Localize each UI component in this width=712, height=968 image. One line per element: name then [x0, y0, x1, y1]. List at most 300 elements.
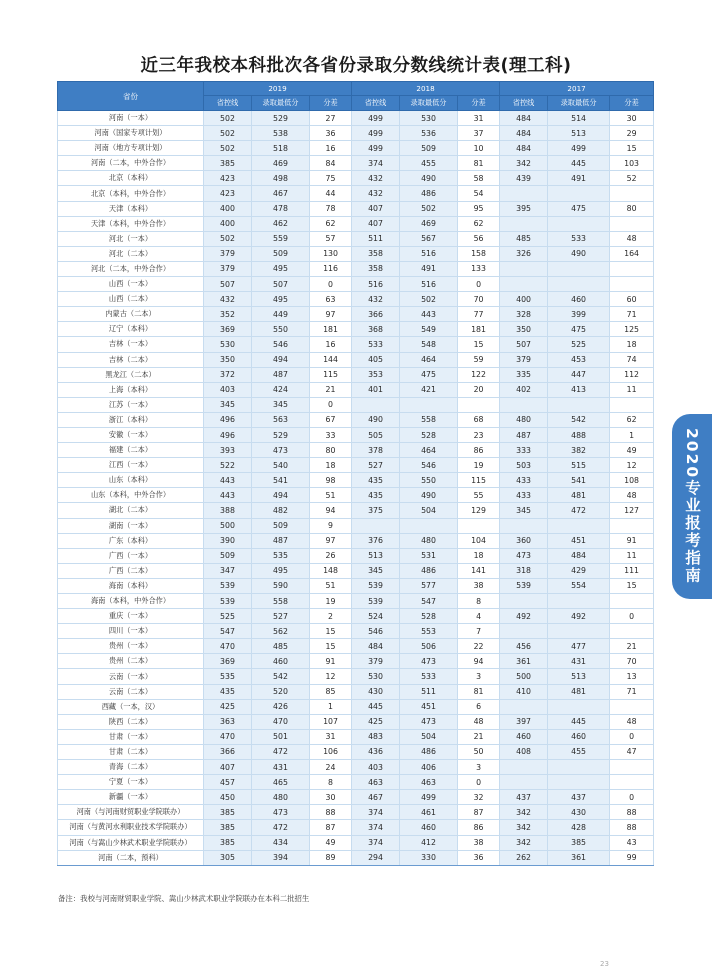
score-cell: 63 — [310, 292, 352, 307]
score-cell: 413 — [548, 382, 610, 397]
score-cell: 467 — [252, 186, 310, 201]
score-cell: 403 — [352, 760, 400, 775]
score-cell: 469 — [400, 216, 458, 231]
score-cell: 347 — [204, 563, 252, 578]
score-cell: 470 — [252, 714, 310, 729]
score-cell: 328 — [500, 307, 548, 322]
table-row — [58, 578, 654, 593]
score-cell: 505 — [352, 427, 400, 442]
score-cell: 463 — [400, 775, 458, 790]
score-cell: 429 — [548, 563, 610, 578]
score-cell: 89 — [310, 850, 352, 865]
score-cell: 375 — [352, 503, 400, 518]
score-cell — [548, 518, 610, 533]
score-cell: 546 — [400, 458, 458, 473]
score-cell: 88 — [310, 805, 352, 820]
score-cell: 0 — [310, 397, 352, 412]
province-cell: 内蒙古（二本） — [58, 307, 204, 322]
score-cell: 470 — [204, 639, 252, 654]
score-cell: 410 — [500, 684, 548, 699]
score-cell: 507 — [252, 277, 310, 292]
score-cell — [610, 775, 654, 790]
score-cell: 473 — [252, 805, 310, 820]
header-difference: 分差 — [458, 96, 500, 111]
score-cell: 527 — [352, 458, 400, 473]
score-cell: 80 — [610, 201, 654, 216]
table-row — [58, 277, 654, 292]
province-cell: 湖南（一本） — [58, 518, 204, 533]
score-cell: 480 — [400, 533, 458, 548]
score-cell: 75 — [310, 171, 352, 186]
score-cell: 507 — [204, 277, 252, 292]
score-cell: 470 — [204, 729, 252, 744]
score-cell: 480 — [500, 412, 548, 427]
score-cell: 412 — [400, 835, 458, 850]
score-cell: 529 — [252, 427, 310, 442]
score-cell: 539 — [500, 578, 548, 593]
score-cell: 60 — [610, 292, 654, 307]
province-cell: 甘肃（一本） — [58, 729, 204, 744]
score-cell: 494 — [252, 352, 310, 367]
score-cell: 407 — [352, 216, 400, 231]
score-cell: 457 — [204, 775, 252, 790]
header-year-2017: 2017 — [500, 82, 654, 96]
score-cell — [500, 699, 548, 714]
score-cell — [548, 216, 610, 231]
score-cell: 539 — [204, 594, 252, 609]
score-cell: 509 — [204, 548, 252, 563]
score-cell: 390 — [204, 533, 252, 548]
score-cell: 436 — [352, 744, 400, 759]
score-cell: 38 — [458, 578, 500, 593]
score-cell: 21 — [310, 382, 352, 397]
score-cell: 547 — [400, 594, 458, 609]
score-cell: 481 — [548, 684, 610, 699]
score-cell: 88 — [610, 805, 654, 820]
score-cell — [500, 594, 548, 609]
score-cell: 78 — [310, 201, 352, 216]
score-cell: 91 — [610, 533, 654, 548]
score-cell: 11 — [610, 548, 654, 563]
score-cell — [548, 186, 610, 201]
score-cell: 435 — [352, 488, 400, 503]
province-cell: 陕西（二本） — [58, 714, 204, 729]
province-cell: 福建（二本） — [58, 443, 204, 458]
score-cell: 12 — [610, 458, 654, 473]
score-cell: 507 — [500, 337, 548, 352]
score-cell: 382 — [548, 443, 610, 458]
score-cell: 21 — [458, 729, 500, 744]
score-cell: 425 — [204, 699, 252, 714]
score-cell: 499 — [400, 790, 458, 805]
score-cell: 539 — [352, 594, 400, 609]
province-cell: 宁夏（一本） — [58, 775, 204, 790]
score-cell: 4 — [458, 609, 500, 624]
score-cell: 81 — [458, 156, 500, 171]
score-cell — [500, 186, 548, 201]
score-cell: 542 — [548, 412, 610, 427]
score-cell: 345 — [352, 563, 400, 578]
province-cell: 云南（一本） — [58, 669, 204, 684]
province-cell: 河南（与嵩山少林武术职业学院联办） — [58, 835, 204, 850]
score-cell: 546 — [252, 337, 310, 352]
score-cell: 407 — [352, 201, 400, 216]
score-cell: 480 — [252, 790, 310, 805]
score-cell: 15 — [458, 337, 500, 352]
score-cell: 361 — [500, 654, 548, 669]
score-cell: 432 — [352, 292, 400, 307]
score-cell: 539 — [352, 578, 400, 593]
score-cell: 499 — [352, 126, 400, 141]
score-cell: 463 — [352, 775, 400, 790]
score-cell: 108 — [610, 473, 654, 488]
score-cell: 503 — [500, 458, 548, 473]
score-cell: 7 — [458, 624, 500, 639]
province-cell: 青海（二本） — [58, 760, 204, 775]
table-row — [58, 216, 654, 231]
score-cell: 518 — [252, 141, 310, 156]
table-row — [58, 820, 654, 835]
score-cell: 141 — [458, 563, 500, 578]
score-cell: 464 — [400, 443, 458, 458]
score-cell: 0 — [458, 277, 500, 292]
score-cell: 115 — [310, 367, 352, 382]
score-cell: 36 — [310, 126, 352, 141]
score-cell: 437 — [548, 790, 610, 805]
table-row — [58, 186, 654, 201]
table-row — [58, 427, 654, 442]
score-cell: 531 — [400, 548, 458, 563]
table-row — [58, 382, 654, 397]
score-cell: 181 — [310, 322, 352, 337]
score-cell: 107 — [310, 714, 352, 729]
score-cell: 385 — [204, 835, 252, 850]
score-cell: 546 — [352, 624, 400, 639]
province-cell: 吉林（二本） — [58, 352, 204, 367]
score-cell: 491 — [400, 261, 458, 276]
score-cell: 71 — [610, 307, 654, 322]
score-cell — [610, 624, 654, 639]
score-cell: 432 — [204, 292, 252, 307]
score-cell: 550 — [252, 322, 310, 337]
score-cell: 472 — [252, 820, 310, 835]
score-cell: 394 — [252, 850, 310, 865]
score-cell: 104 — [458, 533, 500, 548]
score-cell: 112 — [610, 367, 654, 382]
table-row — [58, 292, 654, 307]
score-cell: 379 — [352, 654, 400, 669]
province-cell: 河北（二本，中外合作） — [58, 261, 204, 276]
province-cell: 江苏（一本） — [58, 397, 204, 412]
header-control-line: 省控线 — [500, 96, 548, 111]
score-cell: 421 — [400, 382, 458, 397]
score-cell — [610, 216, 654, 231]
score-cell: 31 — [458, 111, 500, 126]
province-cell: 贵州（二本） — [58, 654, 204, 669]
score-cell: 47 — [610, 744, 654, 759]
score-cell: 352 — [204, 307, 252, 322]
score-cell: 97 — [310, 307, 352, 322]
score-cell: 0 — [458, 775, 500, 790]
score-cell: 49 — [610, 443, 654, 458]
header-min-score: 录取最低分 — [548, 96, 610, 111]
score-cell: 59 — [458, 352, 500, 367]
score-cell: 58 — [458, 171, 500, 186]
score-cell: 406 — [400, 760, 458, 775]
score-cell: 8 — [458, 594, 500, 609]
score-cell: 15 — [310, 624, 352, 639]
score-cell: 374 — [352, 820, 400, 835]
province-cell: 浙江（本科） — [58, 412, 204, 427]
score-cell: 15 — [610, 141, 654, 156]
score-cell: 445 — [548, 156, 610, 171]
table-row — [58, 503, 654, 518]
score-cell: 369 — [204, 322, 252, 337]
score-cell: 511 — [352, 231, 400, 246]
score-cell — [352, 397, 400, 412]
score-cell: 23 — [458, 427, 500, 442]
score-cell: 330 — [400, 850, 458, 865]
score-cell: 0 — [610, 729, 654, 744]
score-cell: 368 — [352, 322, 400, 337]
score-cell: 455 — [548, 744, 610, 759]
score-cell: 511 — [400, 684, 458, 699]
score-cell: 455 — [400, 156, 458, 171]
score-cell: 516 — [400, 246, 458, 261]
score-cell: 71 — [610, 684, 654, 699]
score-cell: 530 — [400, 111, 458, 126]
score-cell — [610, 699, 654, 714]
score-cell: 487 — [252, 533, 310, 548]
province-cell: 河南（二本，预科） — [58, 850, 204, 865]
score-cell: 490 — [400, 488, 458, 503]
score-cell: 423 — [204, 171, 252, 186]
score-cell: 399 — [548, 307, 610, 322]
score-cell: 70 — [610, 654, 654, 669]
table-row — [58, 231, 654, 246]
score-cell: 385 — [548, 835, 610, 850]
score-cell: 428 — [548, 820, 610, 835]
score-cell: 333 — [500, 443, 548, 458]
province-cell: 广西（一本） — [58, 548, 204, 563]
score-cell: 460 — [400, 820, 458, 835]
score-cell: 445 — [352, 699, 400, 714]
table-row — [58, 171, 654, 186]
province-cell: 广东（本科） — [58, 533, 204, 548]
score-cell: 495 — [252, 563, 310, 578]
province-cell: 河南（国家专项计划） — [58, 126, 204, 141]
score-cell: 558 — [252, 594, 310, 609]
table-row — [58, 684, 654, 699]
score-cell: 541 — [252, 473, 310, 488]
score-cell: 262 — [500, 850, 548, 865]
score-cell: 527 — [252, 609, 310, 624]
score-cell: 80 — [310, 443, 352, 458]
score-cell: 502 — [204, 111, 252, 126]
score-cell: 486 — [400, 186, 458, 201]
province-cell: 甘肃（二本） — [58, 744, 204, 759]
score-cell: 86 — [458, 443, 500, 458]
score-cell: 18 — [458, 548, 500, 563]
score-cell: 487 — [500, 427, 548, 442]
score-cell: 554 — [548, 578, 610, 593]
header-difference: 分差 — [610, 96, 654, 111]
score-cell: 541 — [548, 473, 610, 488]
score-cell — [458, 397, 500, 412]
score-cell: 374 — [352, 156, 400, 171]
score-cell: 533 — [548, 231, 610, 246]
score-cell: 16 — [310, 337, 352, 352]
score-cell: 9 — [310, 518, 352, 533]
score-cell: 55 — [458, 488, 500, 503]
province-cell: 安徽（一本） — [58, 427, 204, 442]
score-cell: 538 — [252, 126, 310, 141]
score-cell: 472 — [252, 744, 310, 759]
table-row — [58, 563, 654, 578]
table-row — [58, 639, 654, 654]
table-row — [58, 744, 654, 759]
score-cell: 460 — [548, 729, 610, 744]
score-cell: 425 — [352, 714, 400, 729]
province-cell: 河南（一本） — [58, 111, 204, 126]
score-cell: 116 — [310, 261, 352, 276]
table-row — [58, 729, 654, 744]
score-cell: 94 — [458, 654, 500, 669]
score-cell: 435 — [204, 684, 252, 699]
score-cell: 43 — [610, 835, 654, 850]
province-cell: 河南（与河南财贸职业学院联办） — [58, 805, 204, 820]
score-cell: 400 — [204, 201, 252, 216]
header-control-line: 省控线 — [352, 96, 400, 111]
score-cell — [500, 518, 548, 533]
side-tab — [672, 414, 712, 599]
score-cell: 372 — [204, 367, 252, 382]
score-cell: 62 — [610, 412, 654, 427]
score-cell: 529 — [252, 111, 310, 126]
score-cell: 358 — [352, 261, 400, 276]
score-cell: 164 — [610, 246, 654, 261]
score-cell: 6 — [458, 699, 500, 714]
score-cell: 451 — [400, 699, 458, 714]
score-cell: 148 — [310, 563, 352, 578]
score-cell: 18 — [610, 337, 654, 352]
score-cell: 528 — [400, 609, 458, 624]
score-cell: 98 — [310, 473, 352, 488]
province-cell: 山东（本科） — [58, 473, 204, 488]
province-cell: 湖北（二本） — [58, 503, 204, 518]
score-cell: 85 — [310, 684, 352, 699]
score-cell: 54 — [458, 186, 500, 201]
score-cell: 26 — [310, 548, 352, 563]
score-cell: 401 — [352, 382, 400, 397]
score-cell: 68 — [458, 412, 500, 427]
table-row — [58, 473, 654, 488]
score-cell: 563 — [252, 412, 310, 427]
score-cell: 376 — [352, 533, 400, 548]
score-cell: 16 — [310, 141, 352, 156]
score-cell: 400 — [500, 292, 548, 307]
score-cell: 158 — [458, 246, 500, 261]
score-cell — [500, 775, 548, 790]
score-cell: 379 — [204, 246, 252, 261]
score-cell: 408 — [500, 744, 548, 759]
province-cell: 四川（一本） — [58, 624, 204, 639]
score-cell: 475 — [548, 201, 610, 216]
score-cell: 30 — [610, 111, 654, 126]
score-cell — [500, 397, 548, 412]
score-cell: 509 — [252, 246, 310, 261]
score-cell: 506 — [400, 639, 458, 654]
table-row — [58, 458, 654, 473]
province-cell: 河南（二本，中外合作） — [58, 156, 204, 171]
score-cell: 524 — [352, 609, 400, 624]
score-cell: 490 — [352, 412, 400, 427]
score-cell: 369 — [204, 654, 252, 669]
score-cell: 533 — [400, 669, 458, 684]
score-cell: 1 — [610, 427, 654, 442]
score-cell: 492 — [548, 609, 610, 624]
score-cell: 350 — [204, 352, 252, 367]
score-cell: 447 — [548, 367, 610, 382]
score-cell: 485 — [252, 639, 310, 654]
score-cell: 535 — [252, 548, 310, 563]
score-cell: 492 — [500, 609, 548, 624]
score-cell: 502 — [204, 126, 252, 141]
score-cell: 77 — [458, 307, 500, 322]
score-cell: 57 — [310, 231, 352, 246]
score-cell: 502 — [204, 231, 252, 246]
score-cell: 490 — [400, 171, 458, 186]
table-row — [58, 337, 654, 352]
header-year-2019: 2019 — [204, 82, 352, 96]
table-row — [58, 397, 654, 412]
score-cell: 504 — [400, 503, 458, 518]
score-cell — [400, 397, 458, 412]
score-cell: 18 — [310, 458, 352, 473]
score-cell: 445 — [548, 714, 610, 729]
score-cell: 533 — [352, 337, 400, 352]
score-cell: 450 — [204, 790, 252, 805]
score-cell: 405 — [352, 352, 400, 367]
score-cell: 49 — [310, 835, 352, 850]
score-cell: 345 — [500, 503, 548, 518]
score-cell: 484 — [500, 126, 548, 141]
score-cell: 122 — [458, 367, 500, 382]
score-cell: 22 — [458, 639, 500, 654]
score-cell: 67 — [310, 412, 352, 427]
score-cell: 433 — [500, 488, 548, 503]
score-cell — [548, 775, 610, 790]
score-cell: 385 — [204, 805, 252, 820]
score-cell: 374 — [352, 805, 400, 820]
score-table — [57, 81, 654, 866]
score-cell: 0 — [610, 609, 654, 624]
score-cell: 3 — [458, 760, 500, 775]
score-cell: 473 — [500, 548, 548, 563]
province-cell: 辽宁（本科） — [58, 322, 204, 337]
table-row — [58, 805, 654, 820]
score-cell: 385 — [204, 156, 252, 171]
score-cell — [458, 518, 500, 533]
score-cell: 62 — [458, 216, 500, 231]
province-cell: 天津（本科） — [58, 201, 204, 216]
score-cell: 525 — [548, 337, 610, 352]
province-cell: 山东（本科，中外合作） — [58, 488, 204, 503]
score-cell: 50 — [458, 744, 500, 759]
table-row — [58, 835, 654, 850]
score-cell: 345 — [204, 397, 252, 412]
score-cell: 1 — [310, 699, 352, 714]
